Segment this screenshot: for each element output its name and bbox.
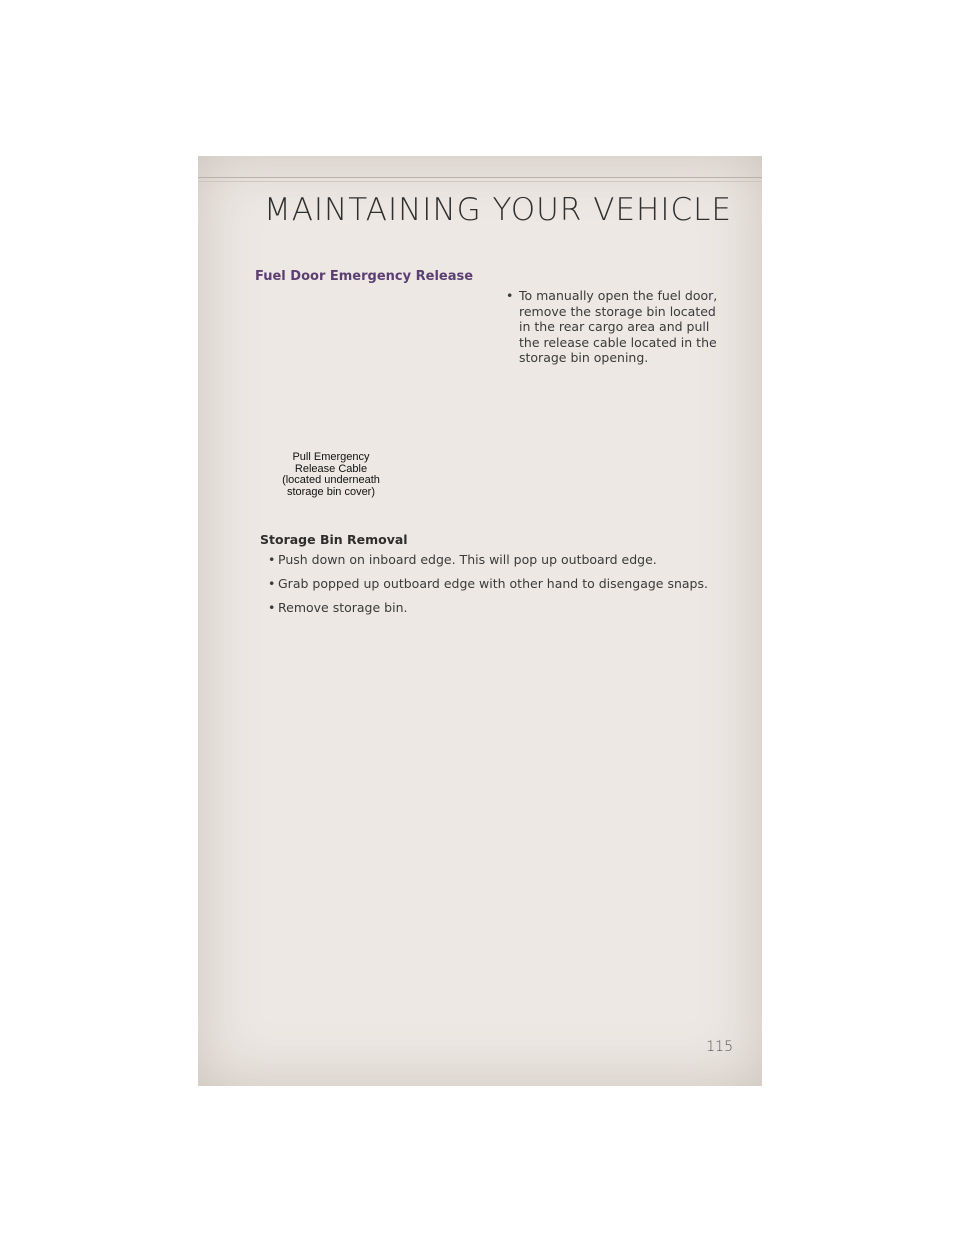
list-item-text: Push down on inboard edge. This will pop up outboard edge. (278, 552, 657, 567)
storage-bin-heading: Storage Bin Removal (260, 532, 408, 547)
list-item-text: Grab popped up outboard edge with other hand to disengage snaps. (278, 576, 708, 591)
fuel-door-instruction-text: To manually open the fuel door, remove the storage bin located in the rear cargo area and pull the release cable located in the storage bin opening. (519, 288, 718, 365)
bullet-symbol: • (268, 552, 276, 567)
header-rule-secondary (198, 181, 762, 182)
section-title: MAINTAINING YOUR VEHICLE (263, 192, 732, 228)
bullet-symbol: • (268, 600, 276, 615)
release-cable-callout (276, 452, 386, 498)
list-item (268, 552, 708, 576)
page-number: 115 (706, 1039, 733, 1055)
storage-bin-steps (268, 552, 708, 624)
list-item (268, 576, 708, 600)
list-item-text: Remove storage bin. (278, 600, 408, 615)
callout-line: Release Cable (294, 462, 368, 475)
callout-line: storage bin cover) (286, 485, 376, 498)
manual-page (198, 156, 762, 1086)
fuel-door-heading: Fuel Door Emergency Release (255, 269, 474, 284)
callout-line: (located underneath (282, 474, 380, 486)
header-rule (198, 177, 762, 178)
bullet-symbol: • (268, 576, 276, 591)
list-item (268, 600, 708, 624)
fuel-door-instruction (506, 288, 731, 366)
bullet-symbol: • (506, 288, 514, 303)
callout-line: Pull Emergency (292, 451, 370, 463)
